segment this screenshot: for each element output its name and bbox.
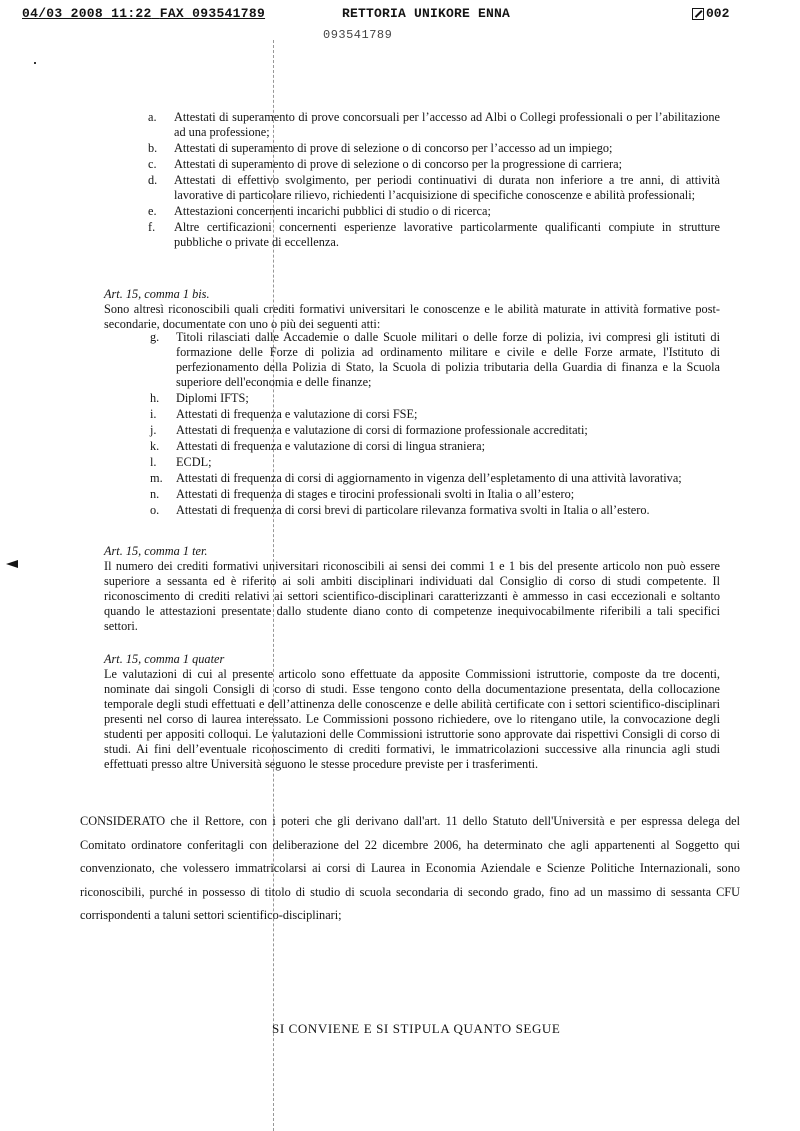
fax-page-counter	[692, 6, 729, 21]
list-text: Diplomi IFTS;	[176, 391, 249, 405]
list-a-to-f	[148, 110, 720, 251]
list-text: Attestati di superamento di prove di selezione o di concorso per l’accesso ad un impiego;	[174, 141, 613, 155]
list-text: ECDL;	[176, 455, 212, 469]
list-text: Attestati di frequenza e valutazione di corsi di lingua straniera;	[176, 439, 486, 453]
list-marker: g.	[150, 330, 160, 344]
list-item	[150, 391, 720, 406]
fax-header-left	[22, 6, 265, 21]
list-item	[150, 471, 720, 486]
list-item	[150, 487, 720, 502]
list-text: Titoli rilasciati dalle Accademie o dalle Scuole militari o delle forze di polizia, ivi compresi gli istituti di formazione delle Forze di polizia ad ordinamento militare e civile e delle Forze armate, l'Istituto di perfezionamento della Polizia di Stato, la Scuola di polizia tributaria della Guardia di finanza e la Scuola superiore dell'economia e delle finanze;	[176, 330, 720, 389]
list-marker: h.	[150, 391, 160, 405]
list-item	[150, 439, 720, 454]
list-item	[148, 157, 720, 172]
fax-page-number: 002	[706, 6, 730, 21]
art15-ter-text: Il numero dei crediti formativi universitari riconoscibili ai sensi dei commi 1 e 1 bis del presente articolo non può essere superiore a sessanta ed è riferito ai soli ambiti disciplinari individuati dal Consiglio di corso di studi competente. Il riconoscimento di crediti relativi ai settori scientifico-disciplinari caratterizzanti è ammesso in casi eccezionali e soltanto quando le attestazioni presentate dallo studente diano conto di competenze inequivocabilmente riferibili a tali specifici settori.	[104, 559, 720, 633]
fax-page-icon	[692, 8, 704, 20]
list-marker: o.	[150, 503, 160, 517]
list-text: Altre certificazioni concernenti esperienze lavorative particolarmente qualificanti compiute in strutture pubbliche o private di eccellenza.	[174, 220, 720, 249]
list-text: Attestati di superamento di prove concorsuali per l’accesso ad Albi o Collegi professionali o per l’abilitazione ad una professione;	[174, 110, 720, 139]
scan-speck	[34, 62, 36, 64]
list-marker: b.	[148, 141, 158, 155]
list-g-to-o	[150, 330, 720, 519]
list-item	[148, 110, 720, 140]
art15-bis-heading: Art. 15, comma 1 bis.	[104, 287, 210, 301]
list-marker: m.	[150, 471, 163, 485]
list-item	[150, 330, 720, 390]
art15-quater-text: Le valutazioni di cui al presente articolo sono effettuate da apposite Commissioni istruttorie, composte da tre docenti, nominate dai singoli Consigli di corso di studi. Esse tengono conto della documentazione presentata, della collocazione temporale degli studi effettuati e dell’attinenza delle conoscenze e delle abilità certificate con i settori scientifico-disciplinari presenti nel corso di laurea interessato. Le Commissioni possono richiedere, ove lo ritengano utile, la convocazione degli studenti per appositi colloqui. Le valutazioni delle Commissioni istruttorie sono approvate dai rispettivi Consigli di corso di studi. Ai fini dell’eventuale riconoscimento di crediti formativi, le immatricolazioni successive alla rinuncia agli studi effettuati presso altre Università seguono le stesse procedure previste per i trasferimenti.	[104, 667, 720, 771]
list-item	[150, 503, 720, 518]
fax-sender: RETTORIA UNIKORE ENNA	[342, 6, 511, 21]
list-item	[150, 455, 720, 470]
list-text: Attestati di frequenza e valutazione di corsi di formazione professionale accreditati;	[176, 423, 588, 437]
art15-bis-intro: Sono altresì riconoscibili quali crediti formativi universitari le conoscenze e le abilità maturate in attività formative post-secondarie, documentate con uno o più dei seguenti atti:	[104, 302, 720, 331]
closing-statement: SI CONVIENE E SI STIPULA QUANTO SEGUE	[272, 1021, 561, 1036]
fax-header	[0, 6, 800, 26]
list-item	[148, 220, 720, 250]
list-marker: l.	[150, 455, 157, 469]
list-item	[150, 407, 720, 422]
list-marker: n.	[150, 487, 160, 501]
list-item	[148, 141, 720, 156]
considerato-paragraph: CONSIDERATO che il Rettore, con i poteri che gli derivano dall'art. 11 dello Statuto dell'Università e per espressa delega del Comitato ordinatore conferitagli con deliberazione del 22 dicembre 2006, ha determinato che agli appartenenti al Soggetto qui convenzionato, che volessero immatricolarsi ai corsi di Laurea in Economia Aziendale e Scienze Politiche Internazionali, sono riconoscibili, purché in possesso di titolo di studio di scuola secondaria di secondo grado, fino ad un massimo di sessanta CFU corrispondenti a taluni settori scientifico-disciplinari;	[80, 814, 740, 923]
list-marker: e.	[148, 204, 157, 218]
list-item	[148, 204, 720, 219]
list-text: Attestati di frequenza di stages e tirocini professionali svolti in Italia o all’estero;	[176, 487, 575, 501]
scan-arrow-mark	[6, 560, 18, 568]
list-marker: c.	[148, 157, 157, 171]
list-marker: a.	[148, 110, 157, 124]
list-marker: d.	[148, 173, 158, 187]
list-text: Attestati di frequenza e valutazione di corsi FSE;	[176, 407, 418, 421]
fax-datetime: 04/03 2008 11:22	[22, 6, 152, 21]
list-text: Attestati di effettivo svolgimento, per periodi continuativi di durata non inferiore a tre anni, di attività lavorative di particolare rilievo, richiedenti l’acquisizione di specifiche conoscenze e abilità professionali;	[174, 173, 720, 202]
fax-label: FAX 093541789	[159, 6, 266, 21]
list-text: Attestazioni concernenti incarichi pubblici di studio o di ricerca;	[174, 204, 491, 218]
list-text: Attestati di frequenza di corsi brevi di particolare rilevanza formativa svolti in Italia o all’estero.	[176, 503, 650, 517]
list-marker: f.	[148, 220, 156, 234]
list-marker: i.	[150, 407, 157, 421]
fax-number-stamp: 093541789	[323, 28, 393, 42]
list-marker: j.	[150, 423, 157, 437]
list-item	[150, 423, 720, 438]
art15-quater-heading: Art. 15, comma 1 quater	[104, 652, 225, 666]
list-text: Attestati di frequenza di corsi di aggiornamento in vigenza dell’espletamento di una attività lavorativa;	[176, 471, 682, 485]
list-item	[148, 173, 720, 203]
art15-ter-heading: Art. 15, comma 1 ter.	[104, 544, 208, 558]
list-marker: k.	[150, 439, 160, 453]
list-text: Attestati di superamento di prove di selezione o di concorso per la progressione di carriera;	[174, 157, 623, 171]
